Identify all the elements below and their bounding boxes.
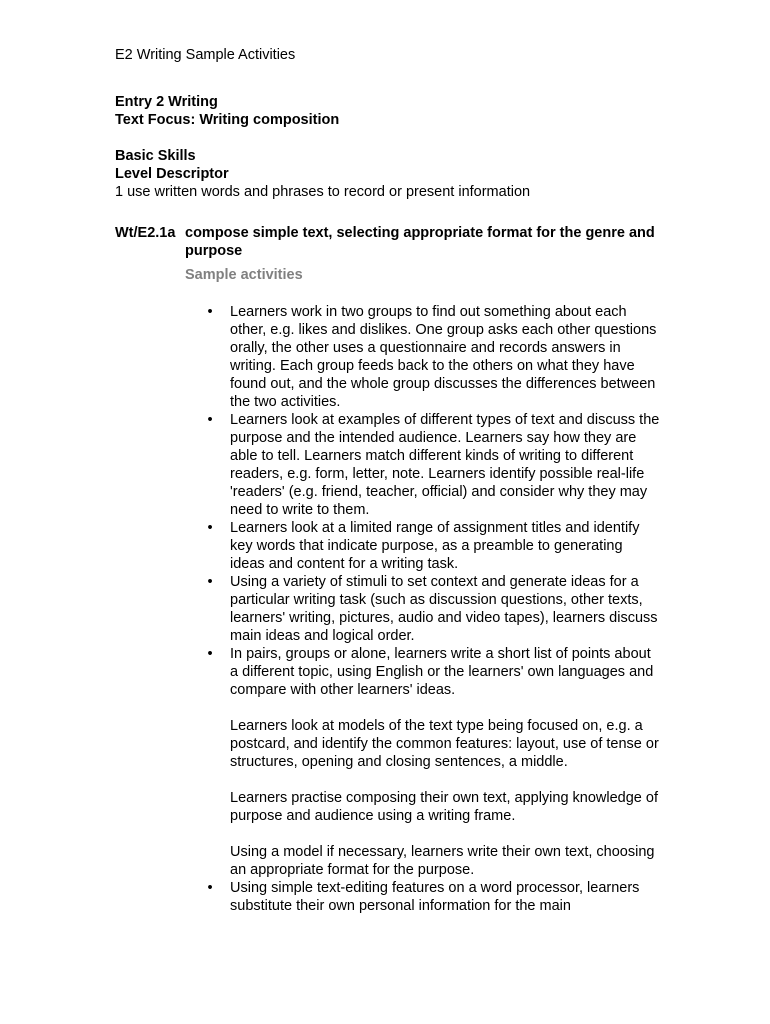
list-item [205, 303, 660, 411]
list-item [205, 645, 660, 879]
activity-text: Using a variety of stimuli to set context and generate ideas for a particular writing task (such as discussion questions, other texts, learners' writing, pictures, audio and video tapes), learners discuss main ideas and logical order. [230, 574, 658, 644]
bullet-icon: • [207, 412, 213, 428]
paragraph-text: Learners practise composing their own text, applying knowledge of purpose and audience using a writing frame. [230, 790, 658, 824]
activities-list [205, 303, 660, 915]
activity-text: Learners look at a limited range of assignment titles and identify key words that indicate purpose, as a preamble to generating ideas and content for a writing task. [230, 520, 640, 572]
list-item [205, 573, 660, 645]
list-item [205, 879, 660, 915]
descriptor-text: 1 use written words and phrases to record or present information [115, 184, 531, 200]
document-header: E2 Writing Sample Activities [115, 47, 296, 63]
sample-activities-heading: Sample activities [185, 267, 303, 283]
outcome-code: Wt/E2.1a [115, 225, 176, 241]
activity-text: Learners look at examples of different types of text and discuss the purpose and the intended audience. Learners say how they are able to tell. Learners match different kinds of writing to different readers, e.g. form, letter, note. Learners identify possible real-life 'readers' (e.g. friend, teacher, official) and consider why they may need to write to them. [230, 412, 660, 518]
paragraph-text: Using a model if necessary, learners write their own text, choosing an appropriate format for the purpose. [230, 844, 655, 878]
bullet-icon: • [207, 304, 213, 320]
bullet-icon: • [207, 574, 213, 590]
bullet-icon: • [207, 880, 213, 896]
title-line-1: Entry 2 Writing [115, 94, 218, 110]
level-descriptor-heading: Level Descriptor [115, 166, 229, 182]
bullet-icon: • [207, 520, 213, 536]
basic-skills-heading: Basic Skills [115, 148, 196, 164]
list-item [205, 411, 660, 519]
paragraph-text: Learners look at models of the text type being focused on, e.g. a postcard, and identify the common features: layout, use of tense or structures, opening and closing sentences, a middle. [230, 718, 659, 770]
title-line-2: Text Focus: Writing composition [115, 112, 340, 128]
outcome-description: compose simple text, selecting appropriate format for the genre and purpose [185, 225, 655, 259]
skills-block [115, 147, 530, 201]
title-block [115, 93, 339, 129]
activity-text: Using simple text-editing features on a word processor, learners substitute their own personal information for the main [230, 880, 640, 914]
list-item [205, 519, 660, 573]
activity-text: In pairs, groups or alone, learners write a short list of points about a different topic, using English or the learners' own languages and compare with other learners' ideas. [230, 646, 654, 698]
bullet-icon: • [207, 646, 213, 662]
activity-text: Learners work in two groups to find out something about each other, e.g. likes and dislikes. One group asks each other questions orally, the other uses a questionnaire and records answers in writing. Each group feeds back to the others on what they have found out, and the whole group discusses the differences between the two activities. [230, 304, 657, 410]
